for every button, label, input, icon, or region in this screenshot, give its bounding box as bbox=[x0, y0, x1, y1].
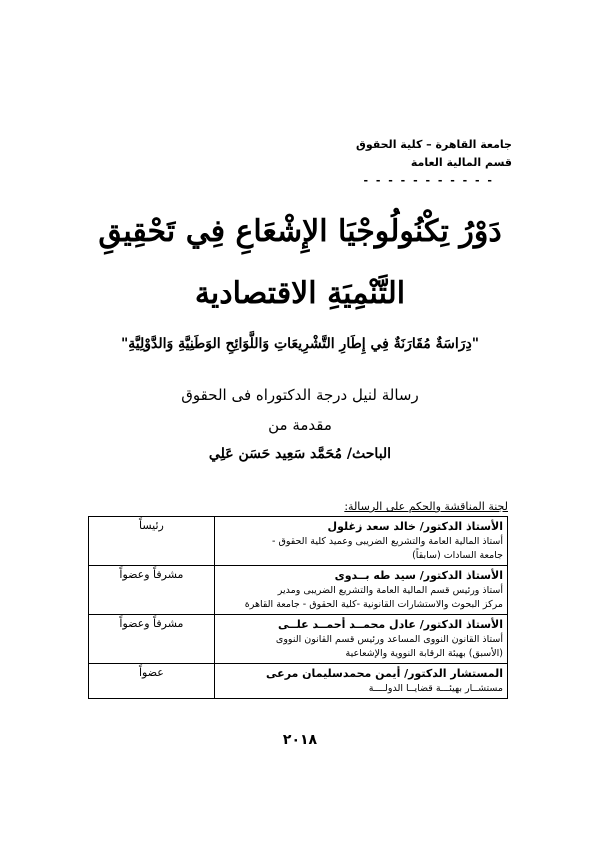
department-name: قسم المالية العامة bbox=[410, 156, 512, 169]
thesis-title-line2: التَّنْمِيَةِ الاقتصادية bbox=[194, 276, 406, 311]
thesis-title-line1: دَوْرُ تِكْنُولُوجْيَا الإِشْعَاعِ فِي تَحْقِيقِ bbox=[98, 214, 502, 249]
table-row bbox=[89, 664, 508, 699]
member-description: (الأسبق) بهيئة الرقابة النووية والإشعاعية bbox=[345, 648, 503, 659]
degree-line: رسالة لنيل درجة الدكتوراه فى الحقوق bbox=[181, 386, 419, 404]
header-separator: - - - - - - - - - - - bbox=[363, 174, 494, 187]
member-cell bbox=[214, 566, 507, 615]
member-description: جامعة السادات (سابقاً) bbox=[412, 550, 503, 561]
member-description: أستاذ القانون النووى المساعد ورئيس قسم القانون النووى bbox=[275, 634, 503, 645]
presented-by: مقدمة من bbox=[268, 416, 332, 434]
member-description: مركز البحوث والاستشارات القانونية -كلية الحقوق - جامعة القاهرة bbox=[244, 599, 503, 610]
member-name: المستشار الدكتور/ أيمن محمدسليمان مرعى bbox=[266, 667, 503, 680]
university-name: جامعة القاهرة – كلية الحقوق bbox=[355, 138, 512, 151]
table-row bbox=[89, 566, 508, 615]
member-cell bbox=[214, 517, 507, 566]
table-row bbox=[89, 517, 508, 566]
member-description: أستاذ المالية العامة والتشريع الضريبى وعميد كلية الحقوق - bbox=[272, 536, 503, 547]
committee-title: لجنة المناقشة والحكم على الرسالة: bbox=[344, 500, 508, 513]
member-description: أستاذ ورئيس قسم المالية العامة والتشريع الضريبى ومدير bbox=[277, 585, 503, 596]
member-cell bbox=[214, 615, 507, 664]
member-cell bbox=[214, 664, 507, 699]
year: ٢٠١٨ bbox=[282, 732, 318, 748]
member-name: الأستاذ الدكتور/ عادل محمــد أحمــد علــى bbox=[277, 618, 503, 631]
thesis-subtitle: "دِرَاسَةٌ مُقَارَنَةٌ فِي إِطَارِ التَّشْرِيعَاتِ وَاللَّوَائِحِ الوَطَنِيَّةِ وَالدَّوْلِيَّةِ" bbox=[120, 336, 480, 352]
member-role: مشرفاً وعضواً bbox=[89, 615, 215, 664]
university-header bbox=[356, 136, 512, 190]
member-description: مستشــار بهيئـــة قضايــا الدولــــة bbox=[368, 683, 503, 694]
member-role: عضواً bbox=[89, 664, 215, 699]
member-name: الأستاذ الدكتور/ سيد طه بــدوى bbox=[334, 569, 503, 582]
member-name: الأستاذ الدكتور/ خالد سعد زغلول bbox=[327, 520, 503, 533]
researcher-name: الباحث/ مُحَمَّد سَعِيد حَسَن عَلِي bbox=[208, 446, 392, 462]
table-row bbox=[89, 615, 508, 664]
member-role: رئيساً bbox=[89, 517, 215, 566]
member-role: مشرفاً وعضواً bbox=[89, 566, 215, 615]
committee-table bbox=[88, 516, 508, 699]
